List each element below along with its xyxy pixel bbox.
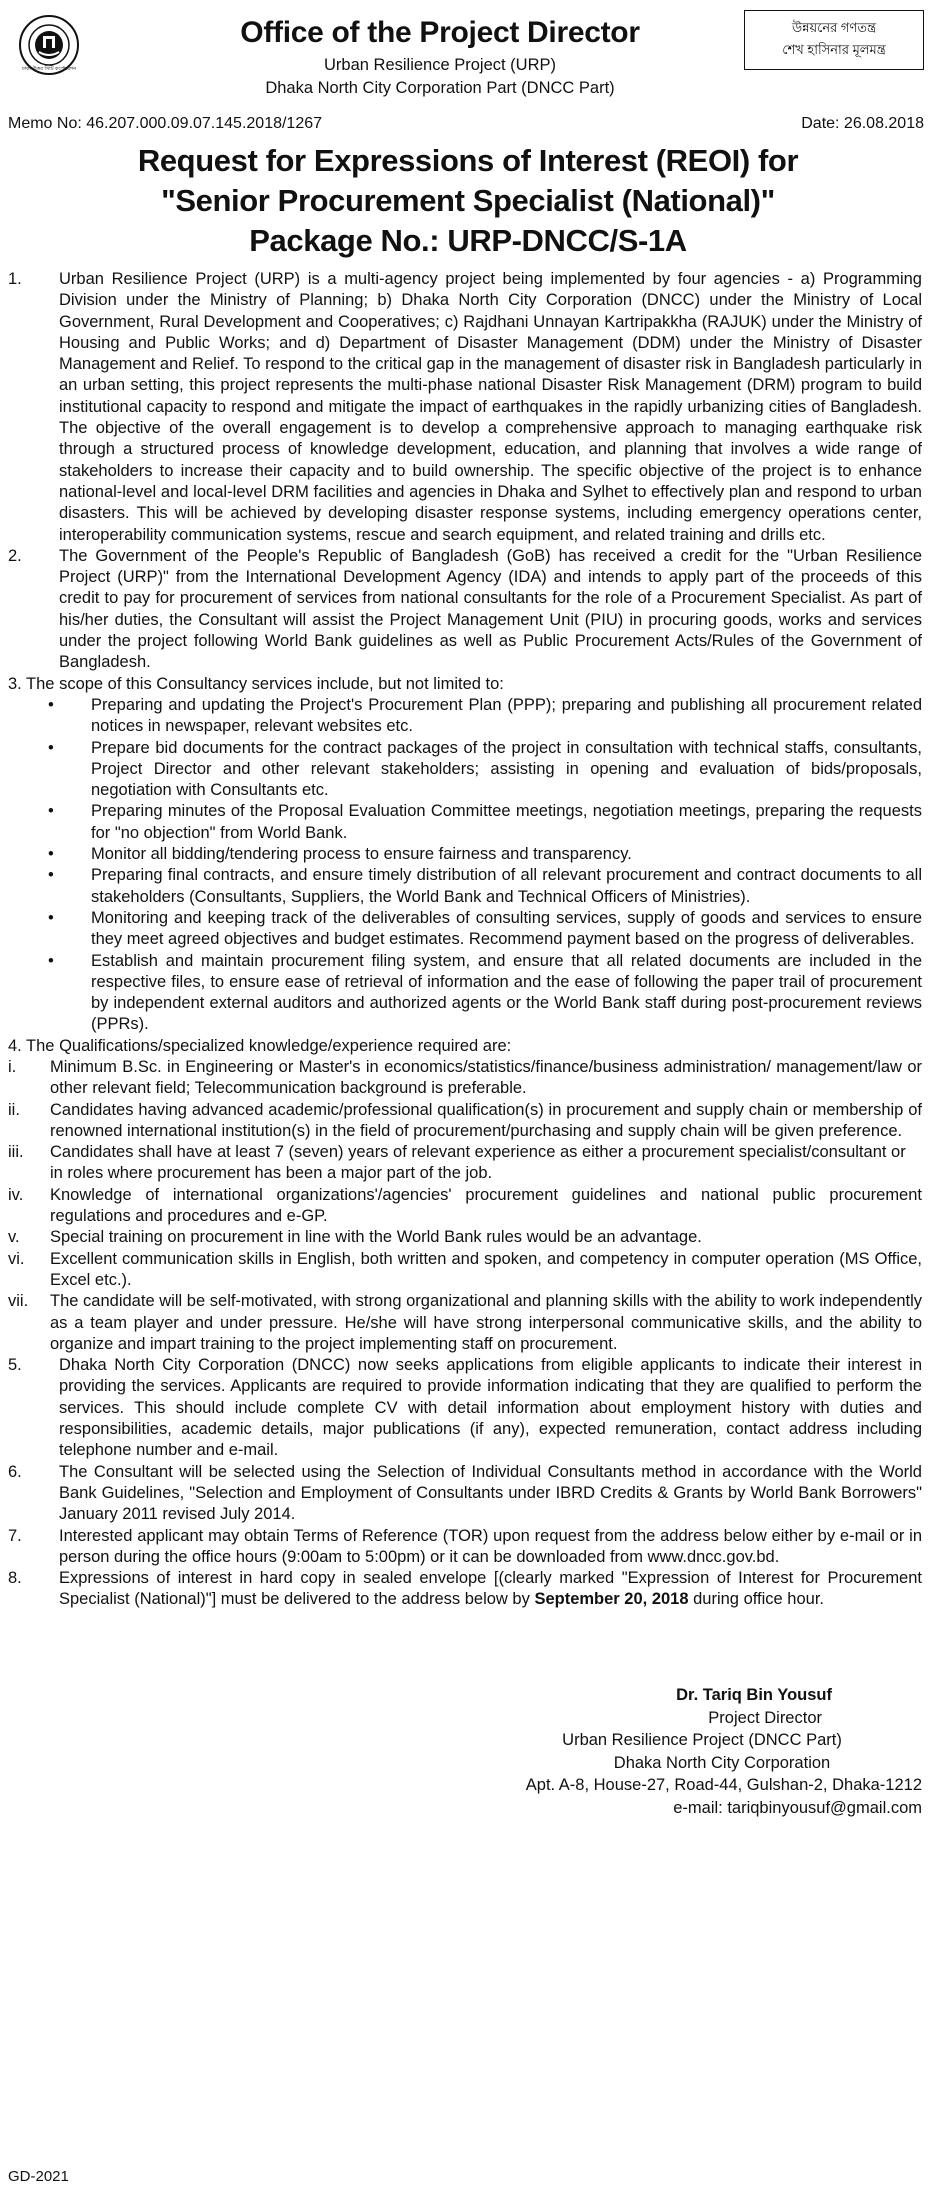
scope-heading: 3. The scope of this Consultancy services include, but not limited to: [8, 674, 504, 693]
bullet-icon: • [48, 866, 54, 885]
paragraph-2 [8, 546, 922, 674]
paragraph-number: 2. [8, 546, 22, 565]
paragraph-8: 8. Expressions of interest in hard copy in sealed envelope [(clearly marked "Expression of Interest for Procurement Specialist (National)"] must be delivered to the address below by September 20, 2018 during office hour. [8, 1569, 922, 1609]
bullet-icon: • [48, 695, 54, 714]
scope-bullet: • Preparing and updating the Project's Procurement Plan (PPP); preparing and publishing all procurement related notices in newspaper, relevant websites etc. [48, 695, 922, 736]
title-line-1: Request for Expressions of Interest (REOI) for [137, 143, 799, 178]
qualification-item: ii. Candidates having advanced academic/professional qualification(s) in procurement and supply chain or membership of renowned international institution(s) in the field of procurement/purchasing and supply chain will be given preference. [8, 1100, 922, 1140]
scope-bullet: • Monitoring and keeping track of the deliverables of consulting services, supply of goods and services to ensure they meet agreed objectives and budget estimates. Recommend payment based on the progress of deliverables. [48, 908, 922, 949]
paragraph-number: 1. [8, 270, 22, 288]
memo-date: Date: 26.08.2018 [801, 115, 924, 132]
qualification-item: vii. The candidate will be self-motivated, with strong organizational and planning skills with the ability to work independently as a team player and under pressure. He/she will have strong interpersonal communicative skills, and the ability to organize and impart training to the project implementing staff on procurement. [8, 1292, 922, 1353]
memo-number: Memo No: 46.207.000.09.07.145.2018/1267 [8, 115, 323, 132]
signatory-name: Dr. Tariq Bin Yousuf [676, 1686, 832, 1704]
paragraph-number: 7. [8, 1526, 22, 1545]
bullet-icon: • [48, 738, 54, 757]
gd-code: GD-2021 [8, 2168, 69, 2185]
paragraph-number: 8. [8, 1569, 22, 1588]
scope-bullet: • Establish and maintain procurement filing system, and ensure that all related documents are included in the respective files, to ensure ease of retrieval of information and the ease of following the paper trail of procurement by independent external auditors and authorized agents or the World Bank staff during post-procurement reviews (PPRs). [48, 951, 922, 1034]
svg-text:ঢাকা উত্তর সিটি কর্পোরেশন: ঢাকা উত্তর সিটি কর্পোরেশন [21, 66, 77, 72]
paragraph-text: Dhaka North City Corporation (DNCC) now seeks applications from eligible applicants to indicate their interest in providing the services. Applicants are required to provide information indicating that they are qualified to perform the services. This should include complete CV with detail information about employment history with duties and responsibilities, academic details, major publications (if any), expected remuneration, contact address including telephone number and e-mail. [59, 1356, 922, 1460]
notice-body [8, 269, 922, 1611]
paragraph-7 [8, 1526, 922, 1569]
signatory-address: Apt. A-8, House-27, Road-44, Gulshan-2, Dhaka-1212 [525, 1776, 922, 1794]
paragraph-5 [8, 1355, 922, 1461]
signatory-project: Urban Resilience Project (DNCC Part) [562, 1731, 842, 1749]
part-name: Dhaka North City Corporation Part (DNCC Part) [265, 79, 615, 97]
paragraph-number: 6. [8, 1462, 22, 1481]
scope-bullet: • Preparing final contracts, and ensure timely distribution of all relevant procurement and contract documents to all stakeholders (Consultants, Suppliers, the World Bank and Technical Officers of Ministries). [48, 866, 922, 906]
qualification-item: iii. Candidates shall have at least 7 (seven) years of relevant experience as either a procurement specialist/consultant or in roles where procurement has been a major part of the job. [8, 1143, 906, 1183]
slogan-line-2: শেখ হাসিনার মূলমন্ত্র [782, 42, 886, 57]
scope-bullet: • Monitor all bidding/tendering process to ensure fairness and transparency. [8, 844, 922, 865]
paragraph-text: The Consultant will be selected using the Selection of Individual Consultants method in accordance with the World Bank Guidelines, "Selection and Employment of Consultants under IBRD Credits & Grants by World Bank Borrowers" January 2011 revised July 2014. [59, 1462, 922, 1524]
paragraph-text: Expressions of interest in hard copy in sealed envelope [(clearly marked "Expression of Interest for Procurement Specialist (National)"] must be delivered to the address below by [59, 1569, 922, 1609]
slogan-line-1: উন্নয়নের গণতন্ত্র [791, 20, 877, 35]
title-line-3: Package No.: URP-DNCC/S-1A [249, 223, 687, 258]
office-title: Office of the Project Director [240, 16, 640, 49]
title-line-2: "Senior Procurement Specialist (National)" [161, 183, 775, 218]
paragraph-6 [8, 1462, 922, 1526]
signature-block [482, 1684, 922, 1819]
paragraph-number: 5. [8, 1356, 22, 1375]
slogan-box [744, 10, 924, 70]
paragraph-text: The Government of the People's Republic of Bangladesh (GoB) has received a credit for the "Urban Resilience Project (URP)" from the International Development Agency (IDA) and intends to apply part of the proceeds of this credit to pay for procurement of services from national consultants for the role of a Procurement Specialist. As part of his/her duties, the Consultant will assist the Project Management Unit (PIU) in procuring goods, works and services under the project following World Bank guidelines as well as Public Procurement Acts/Rules of the Government of Bangladesh. [59, 546, 922, 672]
signatory-email: e-mail: tariqbinyousuf@gmail.com [673, 1798, 922, 1817]
submission-deadline: September 20, 2018 [534, 1590, 689, 1609]
qualifications-heading: 4. The Qualifications/specialized knowledge/experience required are: [8, 1036, 512, 1055]
qualification-item: v. Special training on procurement in line with the World Bank rules would be an advantage. [8, 1228, 702, 1247]
scope-bullet: • Preparing minutes of the Proposal Evaluation Committee meetings, negotiation meetings, preparing the requests for "no objection" from World Bank. [48, 802, 922, 842]
project-name: Urban Resilience Project (URP) [324, 56, 556, 74]
paragraph-text: Interested applicant may obtain Terms of Reference (TOR) upon request from the address below either by e-mail or in person during the office hours (9:00am to 5:00pm) or it can be downloaded from www.dncc.gov.bd. [59, 1526, 922, 1566]
bullet-icon: • [48, 908, 54, 927]
bullet-icon: • [48, 845, 54, 864]
bullet-icon: • [48, 951, 54, 970]
paragraph-1 [8, 269, 922, 546]
signatory-role: Project Director [708, 1708, 822, 1727]
qualification-item: vi. Excellent communication skills in English, both written and spoken, and competency in computer operation (MS Office, Excel etc.). [8, 1249, 922, 1289]
signatory-corporation: Dhaka North City Corporation [613, 1753, 831, 1772]
qualification-item: i. Minimum B.Sc. in Engineering or Master's in economics/statistics/finance/business administration/ management/law or other relevant field; Telecommunication background is preferable. [8, 1057, 922, 1098]
scope-bullet: • Prepare bid documents for the contract packages of the project in consultation with technical staffs, consultants, Project Director and other relevant stakeholders; assisting in opening and evaluation of bids/proposals, negotiation with Consultants etc. [48, 738, 922, 800]
qualification-item: iv. Knowledge of international organizations'/agencies' procurement guidelines and national public procurement regulations and procedures and e-GP. [8, 1185, 922, 1226]
paragraph-text: Urban Resilience Project (URP) is a multi-agency project being implemented by four agencies - a) Programming Division under the Ministry of Planning; b) Dhaka North City Corporation (DNCC) under the Ministry of Local Government, Rural Development and Cooperatives; c) Rajdhani Unnayan Kartripakkha (RAJUK) under the Ministry of Housing and Public Works; and d) Department of Disaster Management (DDM) under the Ministry of Disaster Management and Relief. To respond to the critical gap in the management of disaster risk in Bangladesh particularly in an urban setting, this project represents the multi-phase national Disaster Risk Management (DRM) program to build institutional capacity to respond and mitigate the impact of earthquakes in the rapidly urbanizing cities of Bangladesh. The objective of the overall engagement is to develop a comprehensive approach to managing earthquake risk through a structured process of knowledge development, education, and planning that involves a wide range of stakeholders to increase their capacity and to build ownership. The specific objective of the project is to enhance national-level and local-level DRM facilities and agencies in Dhaka and Sylhet to effectively plan and respond to urban disasters. This will be achieved by developing disaster response systems, including emergency operations center, interoperability communication systems, rescue and search equipment, and related training and drills etc. [59, 270, 922, 544]
bullet-icon: • [48, 802, 54, 821]
dncc-logo [18, 14, 80, 76]
